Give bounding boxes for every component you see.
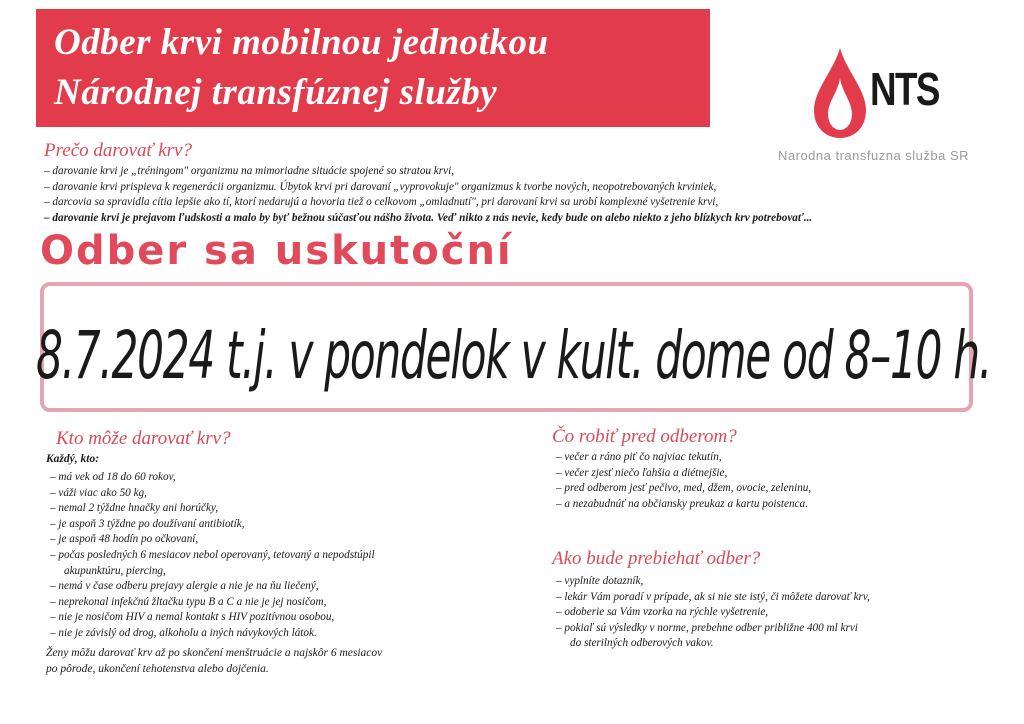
event-heading: Odber sa uskutoční <box>40 228 513 274</box>
before-donation-list <box>556 450 811 512</box>
list-item: – nie je nosičom HIV a nemal kontakt s HIV pozitívnou osobou, <box>50 611 335 624</box>
list-item: – darovanie krvi prispieva k regenerácii organizmu. Úbytok krvi pri darovaní „vyprovokuje" organizmus k tvorbe nových, neopotrebovaných krviniek, <box>44 180 717 193</box>
who-can-donate-list <box>50 470 375 642</box>
list-item: – nie je závislý od drog, alkoholu a iných návykových látok. <box>50 626 317 639</box>
list-item: – vyplníte dotazník, <box>556 575 644 587</box>
handwritten-date <box>28 280 1008 430</box>
list-item: – a nezabudnúť na občiansky preukaz a kartu poistenca. <box>556 497 808 510</box>
list-item: – má vek od 18 do 60 rokov, <box>50 471 176 483</box>
who-can-donate-heading: Kto môže darovať krv? <box>56 428 231 449</box>
list-item: – počas posledných 6 mesiacov nebol operovaný, tetovaný a nepodstúpil <box>50 548 375 561</box>
how-donation-list <box>556 574 870 652</box>
list-item: do sterilných odberových vakov. <box>570 637 714 650</box>
list-item: – lekár Vám poradí v prípade, ak si nie ste istý, či môžete darovať krv, <box>556 590 870 603</box>
list-item: akupunktúru, piercing, <box>64 564 166 577</box>
handwritten-date-text: 8.7.2024 t.j. v pondelok v kult. dome od 8–10 h. <box>36 317 991 394</box>
list-item: – váži viac ako 50 kg, <box>50 486 147 499</box>
who-intro: Každý, kto: <box>46 453 100 465</box>
list-item: – nemal 2 týždne hnačky ani horúčky, <box>50 502 219 515</box>
banner-title-line-2: Národnej transfúznej služby <box>54 72 498 113</box>
list-item: – je aspoň 3 týždne po doužívaní antibiotík, <box>50 517 245 530</box>
list-item: – je aspoň 48 hodín po očkovaní, <box>50 533 199 546</box>
women-note-line-2: po pôrode, ukončení tehotenstva alebo dojčenia. <box>46 663 269 675</box>
header-banner <box>36 9 710 127</box>
list-item: – darcovia sa spravidla cítia lepšie ako tí, ktorí nedarujú a hovoria tiež o celkovom „omladnutí", pri darovaní krvi sa urobí komplexné vyšetrenie krvi, <box>44 196 719 209</box>
logo-mark: NTS <box>870 63 939 115</box>
why-donate-heading: Prečo darovať krv? <box>44 140 192 161</box>
logo-subtitle: Narodna transfuzna služba SR <box>778 148 970 163</box>
how-donation-heading: Ako bude prebiehať odber? <box>552 548 761 569</box>
list-item: – pokiaľ sú výsledky v norme, prebehne odber približne 400 ml krvi <box>556 621 858 634</box>
women-note-line-1: Ženy môžu darovať krv až po skončení menštruácie a najskôr 6 mesiacov <box>46 647 383 659</box>
list-item: – nemá v čase odberu prejavy alergie a nie je na ňu liečený, <box>50 580 319 593</box>
list-item: – neprekonal infekčnú žltačku typu B a C a nie je jej nosičom, <box>50 595 327 608</box>
before-donation-heading: Čo robiť pred odberom? <box>552 426 737 447</box>
list-item: – večer a ráno piť čo najviac tekutín, <box>556 451 722 463</box>
list-item: – odoberie sa Vám vzorka na rýchle vyšetrenie, <box>556 606 769 619</box>
list-item: – pred odberom jesť pečivo, med, džem, ovocie, zeleninu, <box>556 482 812 495</box>
list-item: – darovanie krvi je „tréningom" organizmu na mimoriadne situácie spojené so stratou krvi, <box>44 165 454 177</box>
list-item: – darovanie krvi je prejavom ľudskosti a malo by byť bežnou súčasťou nášho života. Veď nikto z nás nevie, kedy bude on alebo niekto z jeho blízkych krv potrebovať... <box>44 211 813 224</box>
list-item: – večer zjesť niečo ľahšia a diétnejšie, <box>556 466 728 479</box>
banner-title-line-1: Odber krvi mobilnou jednotkou <box>54 22 549 63</box>
why-donate-list <box>44 164 812 226</box>
